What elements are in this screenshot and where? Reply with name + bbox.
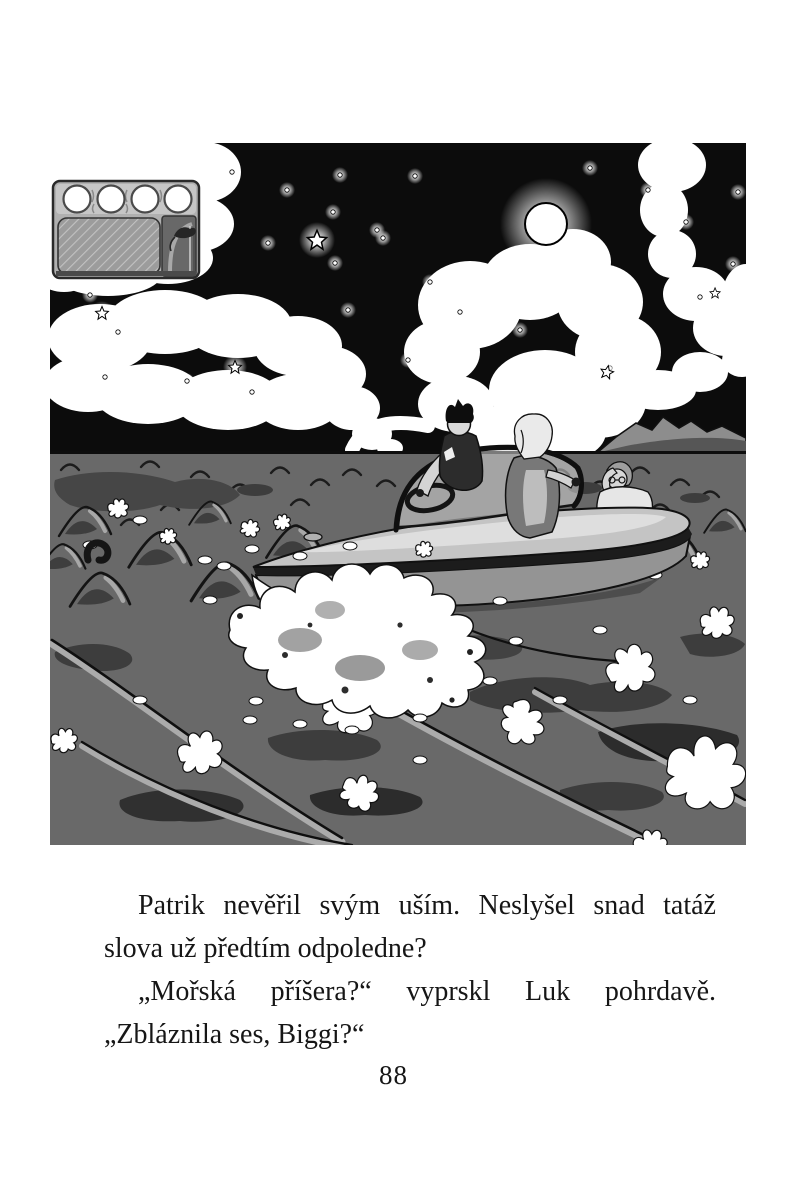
bow-hatch xyxy=(304,533,322,541)
text-line-1: Patrik nevěřil svým uším. Neslyšel snad tatáž xyxy=(138,890,716,921)
text-line-3: „Mořská příšera?“ vyprskl Luk pohrdavě. xyxy=(138,976,716,1007)
text-line-4: „Zbláznila ses, Biggi?“ xyxy=(104,1019,365,1050)
illustration-night-sea-boat xyxy=(50,143,746,845)
text-line-2: slova už předtím odpoledne? xyxy=(104,933,427,964)
body-text xyxy=(104,884,716,1056)
moon-icon xyxy=(500,178,592,270)
illustration-canvas xyxy=(50,143,746,845)
porthole-panel-icon xyxy=(53,181,199,278)
page-number: 88 xyxy=(379,1060,408,1090)
